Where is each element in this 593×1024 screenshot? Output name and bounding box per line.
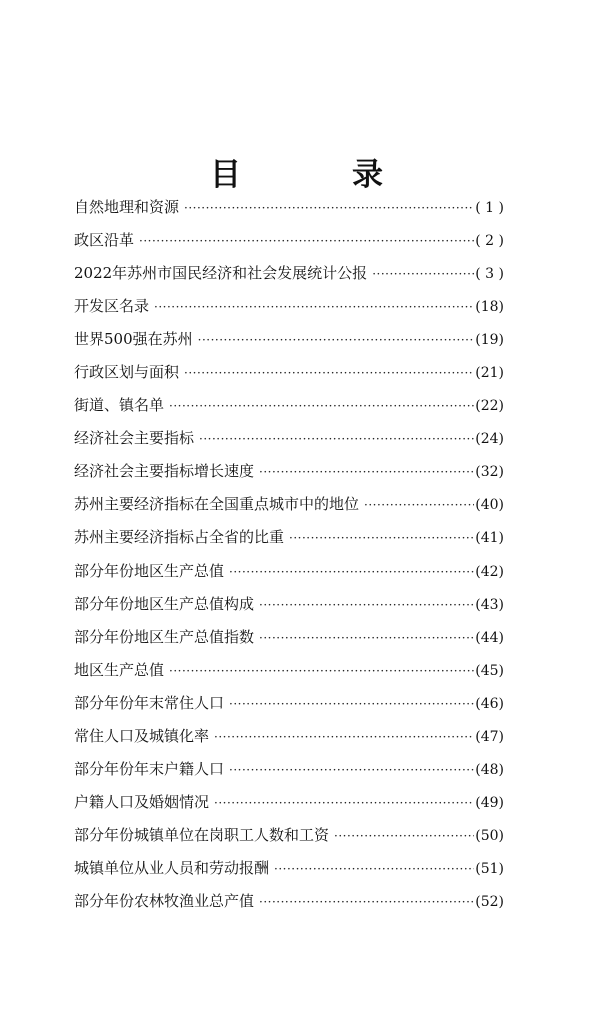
toc-entry — [74, 592, 504, 625]
toc-page-number: (44) — [475, 629, 504, 646]
toc-page-number: (19) — [475, 332, 504, 349]
dot-leader — [259, 460, 474, 484]
toc-entry-label: 经济社会主要指标增长速度 — [74, 462, 255, 481]
toc-entry-label: 世界500强在苏州 — [74, 330, 193, 349]
toc-entry — [74, 658, 504, 691]
dot-leader — [184, 196, 474, 220]
toc-entry — [74, 559, 504, 592]
toc-entry-label: 地区生产总值 — [74, 660, 165, 679]
toc-entry — [74, 856, 504, 889]
dot-leader — [259, 890, 474, 914]
toc-entry-label: 街道、镇名单 — [74, 396, 165, 415]
toc-page-number: (46) — [475, 695, 504, 712]
toc-page-number: (41) — [475, 530, 504, 547]
dot-leader — [229, 560, 474, 584]
toc-entry-label: 苏州主要经济指标在全国重点城市中的地位 — [74, 495, 360, 514]
toc-entry — [74, 294, 504, 327]
toc-entry — [74, 492, 504, 525]
toc-entry-label: 部分年份农林牧渔业总产值 — [74, 891, 255, 910]
dot-leader — [169, 394, 474, 418]
dot-leader — [229, 692, 474, 716]
toc-entry — [74, 525, 504, 558]
toc-entry — [74, 261, 504, 294]
toc-entry — [74, 327, 504, 360]
dot-leader — [334, 824, 474, 848]
dot-leader — [139, 229, 474, 253]
toc-page-number: (42) — [475, 563, 504, 580]
dot-leader — [259, 626, 474, 650]
toc-entry-label: 2022年苏州市国民经济和社会发展统计公报 — [74, 264, 368, 283]
toc-page-number: (50) — [475, 827, 504, 844]
toc-entry — [74, 360, 504, 393]
toc-entry-label: 开发区名录 — [74, 297, 150, 316]
dot-leader — [289, 526, 474, 550]
toc-entry — [74, 195, 504, 228]
dot-leader — [169, 659, 474, 683]
toc-entry-label: 部分年份地区生产总值构成 — [74, 594, 255, 613]
dot-leader — [274, 857, 474, 881]
dot-leader — [198, 328, 475, 352]
dot-leader — [154, 295, 474, 319]
dot-leader — [364, 493, 474, 517]
toc-page-number: (52) — [475, 893, 504, 910]
toc-page-number: (49) — [475, 794, 504, 811]
toc-page-number: ( 2 ) — [475, 233, 504, 250]
toc-entry-label: 苏州主要经济指标占全省的比重 — [74, 528, 285, 547]
toc-entry — [74, 228, 504, 261]
toc-entry-label: 常住人口及城镇化率 — [74, 726, 210, 745]
toc-page-number: (32) — [475, 464, 504, 481]
toc-entry — [74, 889, 504, 922]
toc-entry-label: 部分年份地区生产总值 — [74, 561, 225, 580]
toc-entry — [74, 459, 504, 492]
toc-page-number: (22) — [475, 398, 504, 415]
toc-entry-label: 行政区划与面积 — [74, 363, 180, 382]
toc-page-number: (40) — [475, 497, 504, 514]
toc-entry-label: 部分年份年末户籍人口 — [74, 759, 225, 778]
dot-leader — [199, 427, 474, 451]
page-title: 目 录 — [210, 156, 423, 193]
toc-page-number: (47) — [475, 728, 504, 745]
toc-entry — [74, 393, 504, 426]
dot-leader — [214, 791, 474, 815]
dot-leader — [259, 593, 474, 617]
toc-entry — [74, 625, 504, 658]
dot-leader — [372, 262, 474, 286]
toc-entry-label: 户籍人口及婚姻情况 — [74, 792, 210, 811]
toc-entry-label: 政区沿革 — [74, 231, 135, 250]
toc-entry — [74, 724, 504, 757]
toc-entry — [74, 823, 504, 856]
toc-page-number: (21) — [475, 365, 504, 382]
toc-page-number: (45) — [475, 662, 504, 679]
toc-page-number: ( 1 ) — [475, 200, 504, 216]
table-of-contents — [74, 195, 504, 922]
toc-entry — [74, 757, 504, 790]
dot-leader — [214, 725, 474, 749]
toc-page-number: (48) — [475, 761, 504, 778]
toc-entry — [74, 790, 504, 823]
toc-entry — [74, 426, 504, 459]
toc-entry-label: 部分年份地区生产总值指数 — [74, 627, 255, 646]
toc-page-number: (43) — [475, 596, 504, 613]
toc-entry-label: 部分年份城镇单位在岗职工人数和工资 — [74, 825, 330, 844]
toc-entry-label: 部分年份年末常住人口 — [74, 693, 225, 712]
toc-page-number: ( 3 ) — [475, 266, 504, 283]
toc-page-number: (51) — [475, 860, 504, 877]
toc-entry — [74, 691, 504, 724]
toc-entry-label: 城镇单位从业人员和劳动报酬 — [74, 858, 270, 877]
dot-leader — [184, 361, 474, 385]
toc-page-number: (24) — [475, 431, 504, 448]
toc-page-number: (18) — [475, 299, 504, 316]
toc-entry-label: 自然地理和资源 — [74, 198, 180, 216]
toc-entry-label: 经济社会主要指标 — [74, 429, 195, 448]
dot-leader — [229, 758, 474, 782]
